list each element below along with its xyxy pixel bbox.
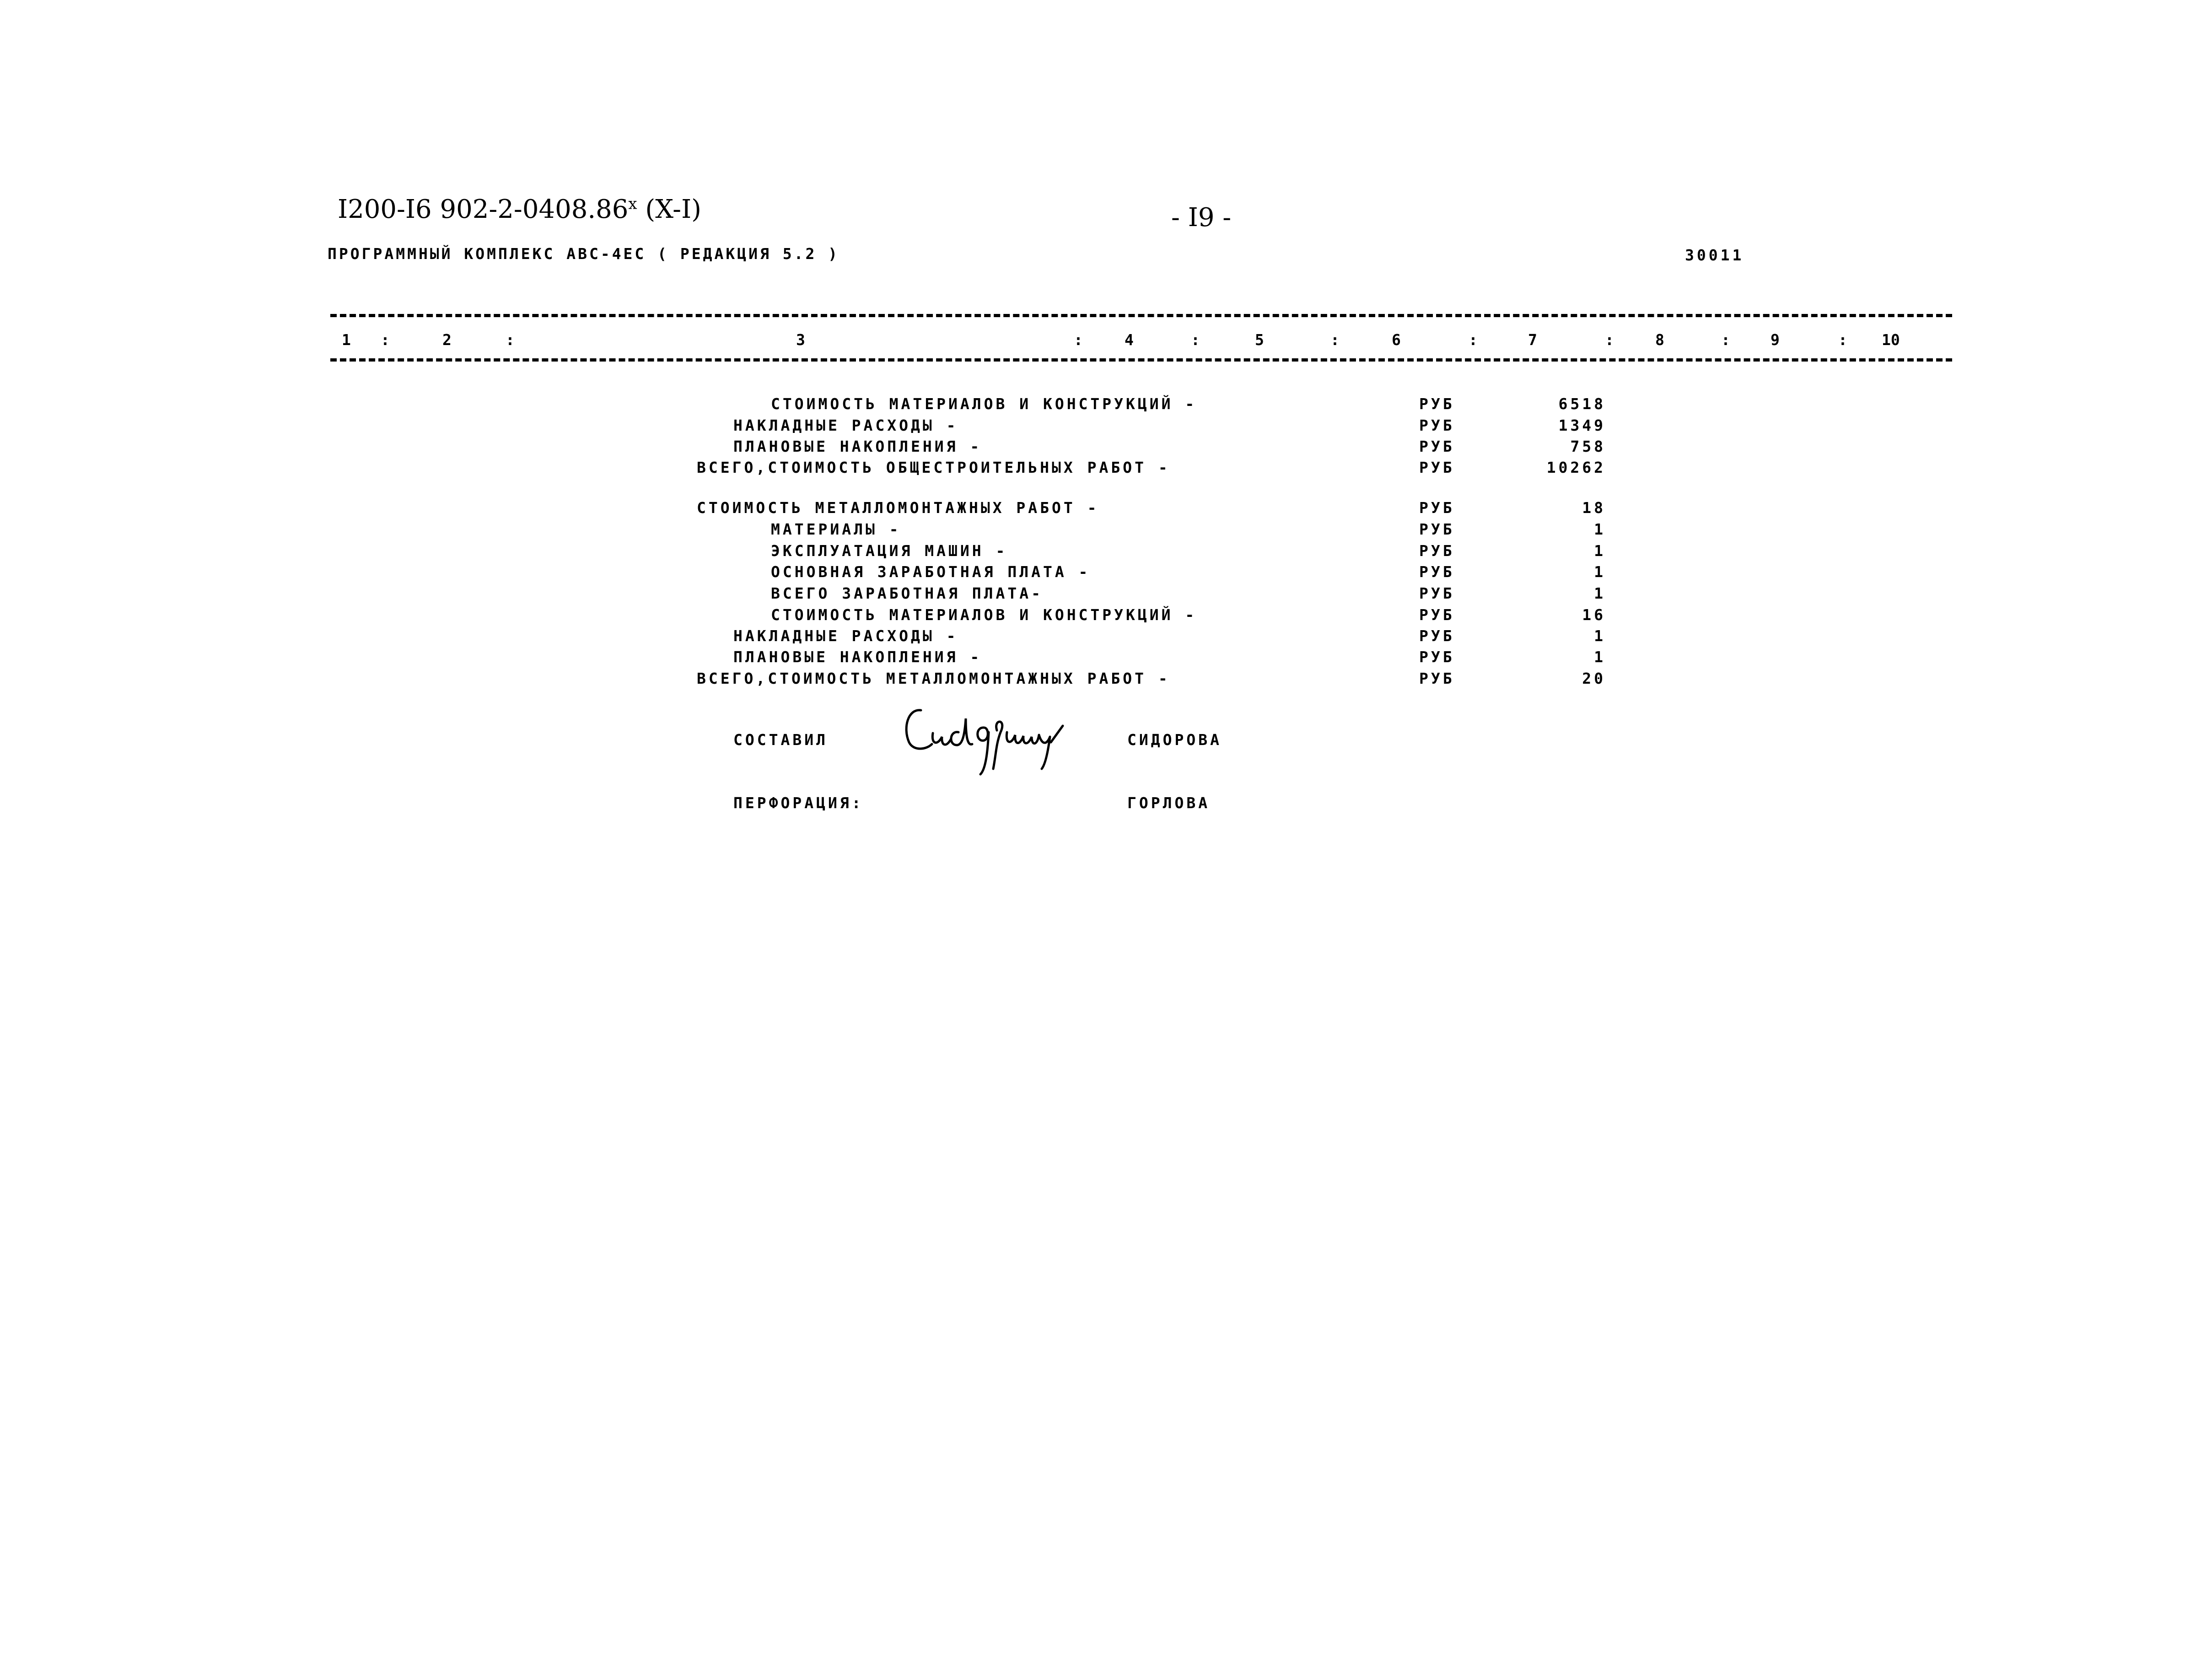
row-label: МАТЕРИАЛЫ -: [771, 520, 901, 538]
column-separator: :: [506, 331, 515, 349]
row-value: 1: [1594, 542, 1606, 560]
column-separator: :: [1605, 331, 1614, 349]
row-unit: РУБ: [1419, 606, 1455, 624]
column-separator: :: [1191, 331, 1200, 349]
program-line: ПРОГРАММНЫЙ КОМПЛЕКС АВС-4ЕС ( РЕДАКЦИЯ 5.2 ): [328, 245, 840, 263]
row-unit: РУБ: [1419, 416, 1455, 434]
document-code: 30011: [1685, 246, 1744, 264]
table-top-rule: [330, 314, 1952, 317]
row-unit: РУБ: [1419, 499, 1455, 517]
row-unit: РУБ: [1419, 670, 1455, 687]
column-separator: :: [1469, 331, 1478, 349]
compiled-by-name: СИДОРОВА: [1127, 731, 1222, 749]
column-header: 3: [796, 331, 805, 349]
row-value: 758: [1570, 437, 1606, 455]
column-header: 4: [1125, 331, 1134, 349]
row-value: 1: [1594, 627, 1606, 645]
perforation-label: ПЕРФОРАЦИЯ:: [733, 794, 864, 812]
row-value: 18: [1582, 499, 1606, 517]
column-header: 9: [1771, 331, 1780, 349]
row-label: НАКЛАДНЫЕ РАСХОДЫ -: [733, 627, 958, 645]
column-header: 10: [1882, 331, 1900, 349]
column-header: 5: [1255, 331, 1264, 349]
row-value: 6518: [1558, 395, 1606, 413]
row-unit: РУБ: [1419, 627, 1455, 645]
row-unit: РУБ: [1419, 542, 1455, 560]
row-value: 1349: [1558, 416, 1606, 434]
row-label: СТОИМОСТЬ МАТЕРИАЛОВ И КОНСТРУКЦИЙ -: [771, 395, 1197, 413]
table-row: [0, 584, 2212, 605]
handwritten-signature: [899, 700, 1068, 778]
row-unit: РУБ: [1419, 459, 1455, 476]
row-unit: РУБ: [1419, 563, 1455, 581]
row-value: 16: [1582, 606, 1606, 624]
table-row: [0, 499, 2212, 519]
row-label: ПЛАНОВЫЕ НАКОПЛЕНИЯ -: [733, 437, 982, 455]
row-label: НАКЛАДНЫЕ РАСХОДЫ -: [733, 416, 958, 434]
document-reference-superscript: х: [628, 194, 637, 213]
row-unit: РУБ: [1419, 648, 1455, 666]
page-number: - I9 -: [1171, 203, 1232, 232]
table-row: [0, 395, 2212, 415]
row-label: ВСЕГО,СТОИМОСТЬ ОБЩЕСТРОИТЕЛЬНЫХ РАБОТ -: [697, 459, 1170, 476]
table-row: [0, 670, 2212, 690]
row-value: 1: [1594, 648, 1606, 666]
table-bottom-rule: [330, 358, 1952, 362]
column-header: 7: [1528, 331, 1537, 349]
row-unit: РУБ: [1419, 395, 1455, 413]
row-label: ОСНОВНАЯ ЗАРАБОТНАЯ ПЛАТА -: [771, 563, 1091, 581]
column-header: 1: [342, 331, 351, 349]
row-label: СТОИМОСТЬ МЕТАЛЛОМОНТАЖНЫХ РАБОТ -: [697, 499, 1099, 517]
row-value: 1: [1594, 520, 1606, 538]
table-row: [0, 520, 2212, 540]
column-header: 2: [442, 331, 452, 349]
column-header: 6: [1392, 331, 1401, 349]
column-separator: :: [1330, 331, 1340, 349]
row-label: ВСЕГО,СТОИМОСТЬ МЕТАЛЛОМОНТАЖНЫХ РАБОТ -: [697, 670, 1170, 687]
row-value: 1: [1594, 584, 1606, 602]
row-label: СТОИМОСТЬ МАТЕРИАЛОВ И КОНСТРУКЦИЙ -: [771, 606, 1197, 624]
row-label: ПЛАНОВЫЕ НАКОПЛЕНИЯ -: [733, 648, 982, 666]
column-header: 8: [1655, 331, 1664, 349]
column-separator: :: [1721, 331, 1730, 349]
document-reference: [338, 194, 701, 224]
table-row: [0, 606, 2212, 626]
row-unit: РУБ: [1419, 584, 1455, 602]
row-unit: РУБ: [1419, 520, 1455, 538]
row-unit: РУБ: [1419, 437, 1455, 455]
document-reference-suffix: (X-I): [645, 194, 702, 224]
row-label: ВСЕГО ЗАРАБОТНАЯ ПЛАТА-: [771, 584, 1043, 602]
row-value: 10262: [1546, 459, 1606, 476]
table-row: [0, 627, 2212, 647]
column-separator: :: [381, 331, 390, 349]
table-row: [0, 648, 2212, 668]
column-separator: :: [1838, 331, 1847, 349]
perforation-name: ГОРЛОВА: [1127, 794, 1211, 812]
table-row: [0, 542, 2212, 562]
row-value: 1: [1594, 563, 1606, 581]
row-value: 20: [1582, 670, 1606, 687]
row-label: ЭКСПЛУАТАЦИЯ МАШИН -: [771, 542, 1008, 560]
table-row: [0, 416, 2212, 437]
document-reference-text: I200-I6 902-2-0408.86: [338, 194, 629, 224]
table-row: [0, 437, 2212, 458]
table-row: [0, 459, 2212, 479]
table-row: [0, 563, 2212, 583]
column-separator: :: [1074, 331, 1083, 349]
compiled-by-label: СОСТАВИЛ: [733, 731, 828, 749]
